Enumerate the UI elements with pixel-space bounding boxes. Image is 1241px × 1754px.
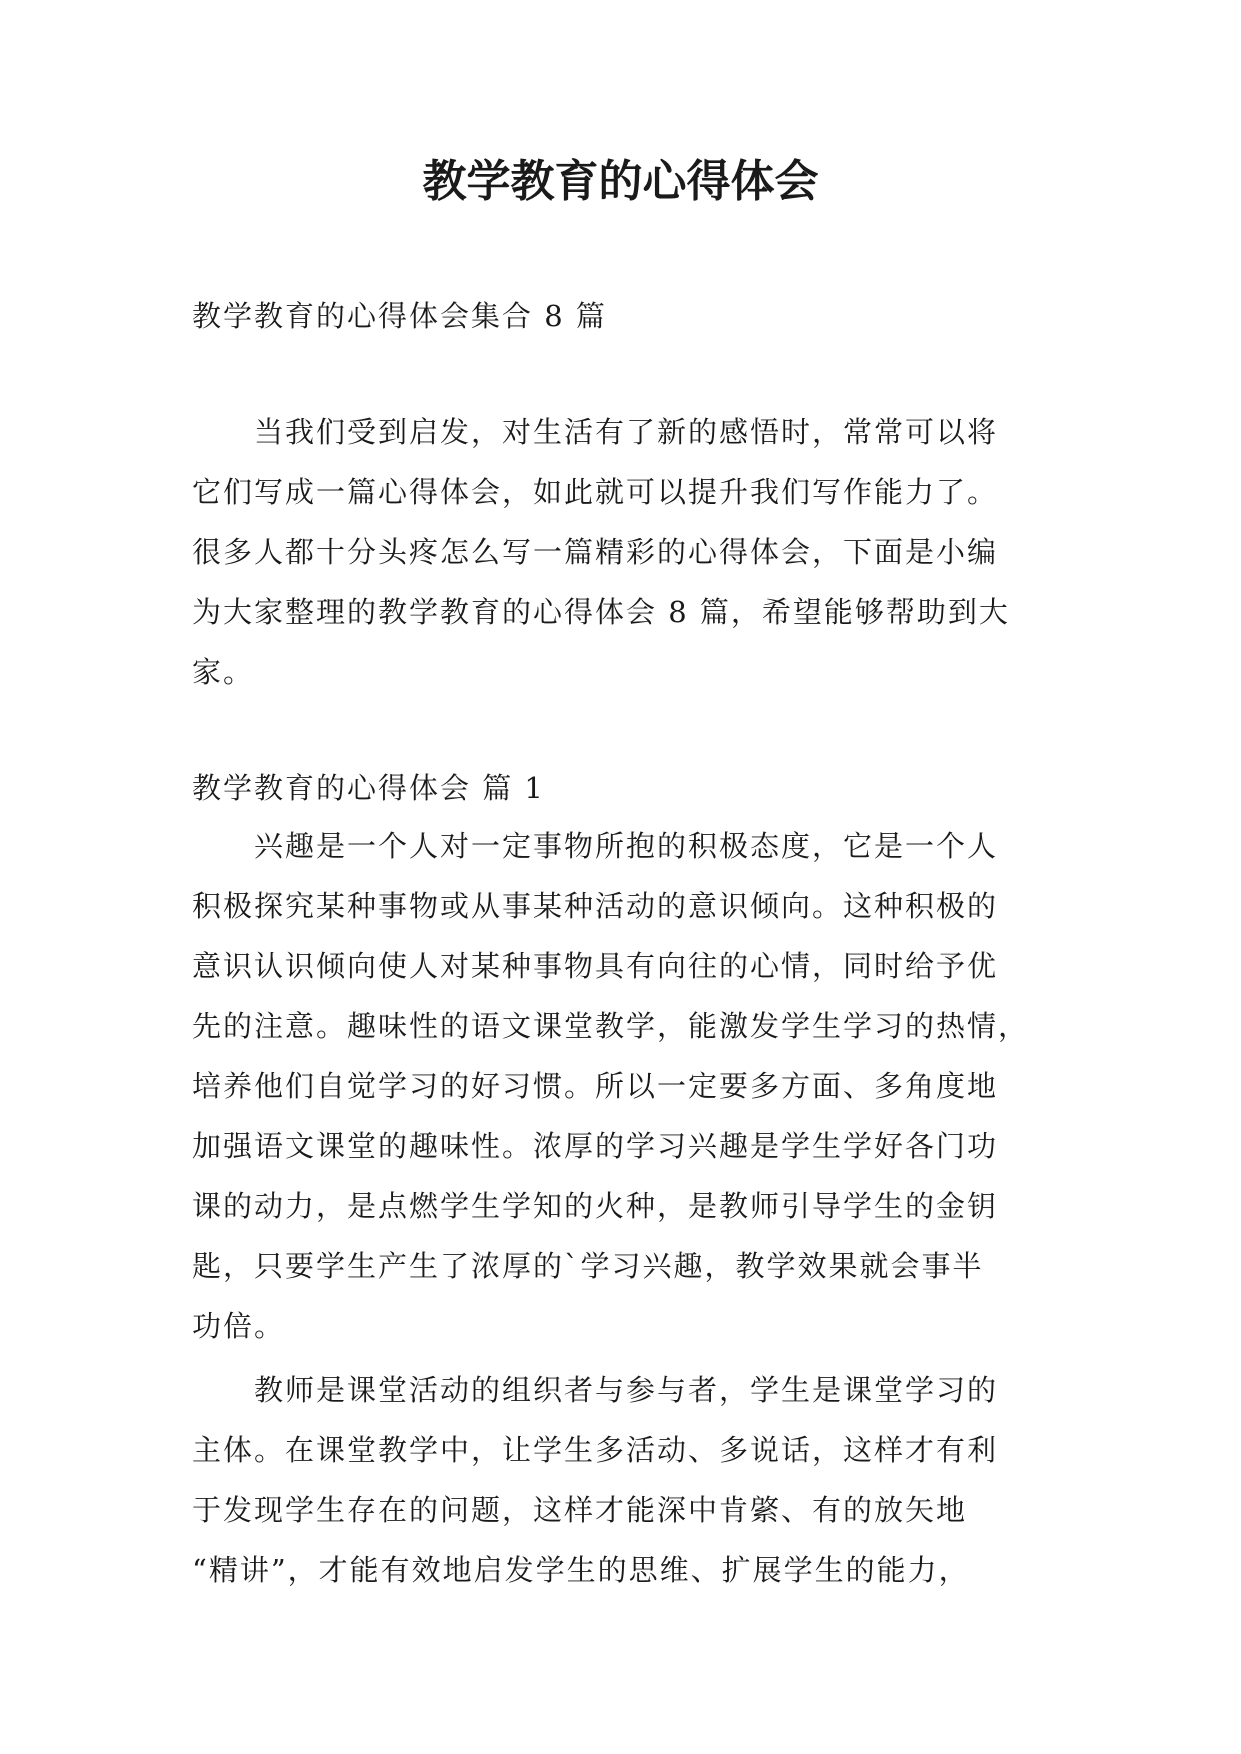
intro-line: 当我们受到启发，对生活有了新的感悟时，常常可以将 — [254, 415, 999, 449]
paragraph-line: 兴趣是一个人对一定事物所抱的积极态度，它是一个人 — [254, 829, 999, 863]
intro-line: 很多人都十分头疼怎么写一篇精彩的心得体会，下面是小编 — [192, 535, 999, 569]
document-subtitle: 教学教育的心得体会集合 8 篇 — [192, 299, 607, 333]
paragraph-line: 积极探究某种事物或从事某种活动的意识倾向。这种积极的 — [192, 889, 999, 923]
paragraph-line: 教师是课堂活动的组织者与参与者，学生是课堂学习的 — [254, 1373, 999, 1407]
section-heading: 教学教育的心得体会 篇 1 — [192, 771, 545, 805]
paragraph-line: 先的注意。趣味性的语文课堂教学，能激发学生学习的热情， — [192, 1009, 1030, 1043]
paragraph-line: 功倍。 — [192, 1309, 286, 1343]
paragraph-line: “精讲”，才能有效地启发学生的思维、扩展学生的能力， — [192, 1553, 970, 1587]
paragraph-line: 课的动力，是点燃学生学知的火种，是教师引导学生的金钥 — [192, 1189, 999, 1223]
intro-line: 为大家整理的教学教育的心得体会 8 篇，希望能够帮助到大 — [192, 595, 1010, 629]
paragraph-line: 加强语文课堂的趣味性。浓厚的学习兴趣是学生学好各门功 — [192, 1129, 999, 1163]
paragraph-line: 培养他们自觉学习的好习惯。所以一定要多方面、多角度地 — [192, 1069, 999, 1103]
paragraph-line: 主体。在课堂教学中，让学生多活动、多说话，这样才有利 — [192, 1433, 999, 1467]
paragraph-line: 意识认识倾向使人对某种事物具有向往的心情，同时给予优 — [192, 949, 999, 983]
paragraph-line: 匙，只要学生产生了浓厚的`学习兴趣，教学效果就会事半 — [192, 1249, 984, 1283]
intro-line: 家。 — [192, 655, 255, 689]
intro-line: 它们写成一篇心得体会，如此就可以提升我们写作能力了。 — [192, 475, 999, 509]
paragraph-line: 于发现学生存在的问题，这样才能深中肯綮、有的放矢地 — [192, 1493, 968, 1527]
document-title: 教学教育的心得体会 — [422, 156, 819, 207]
